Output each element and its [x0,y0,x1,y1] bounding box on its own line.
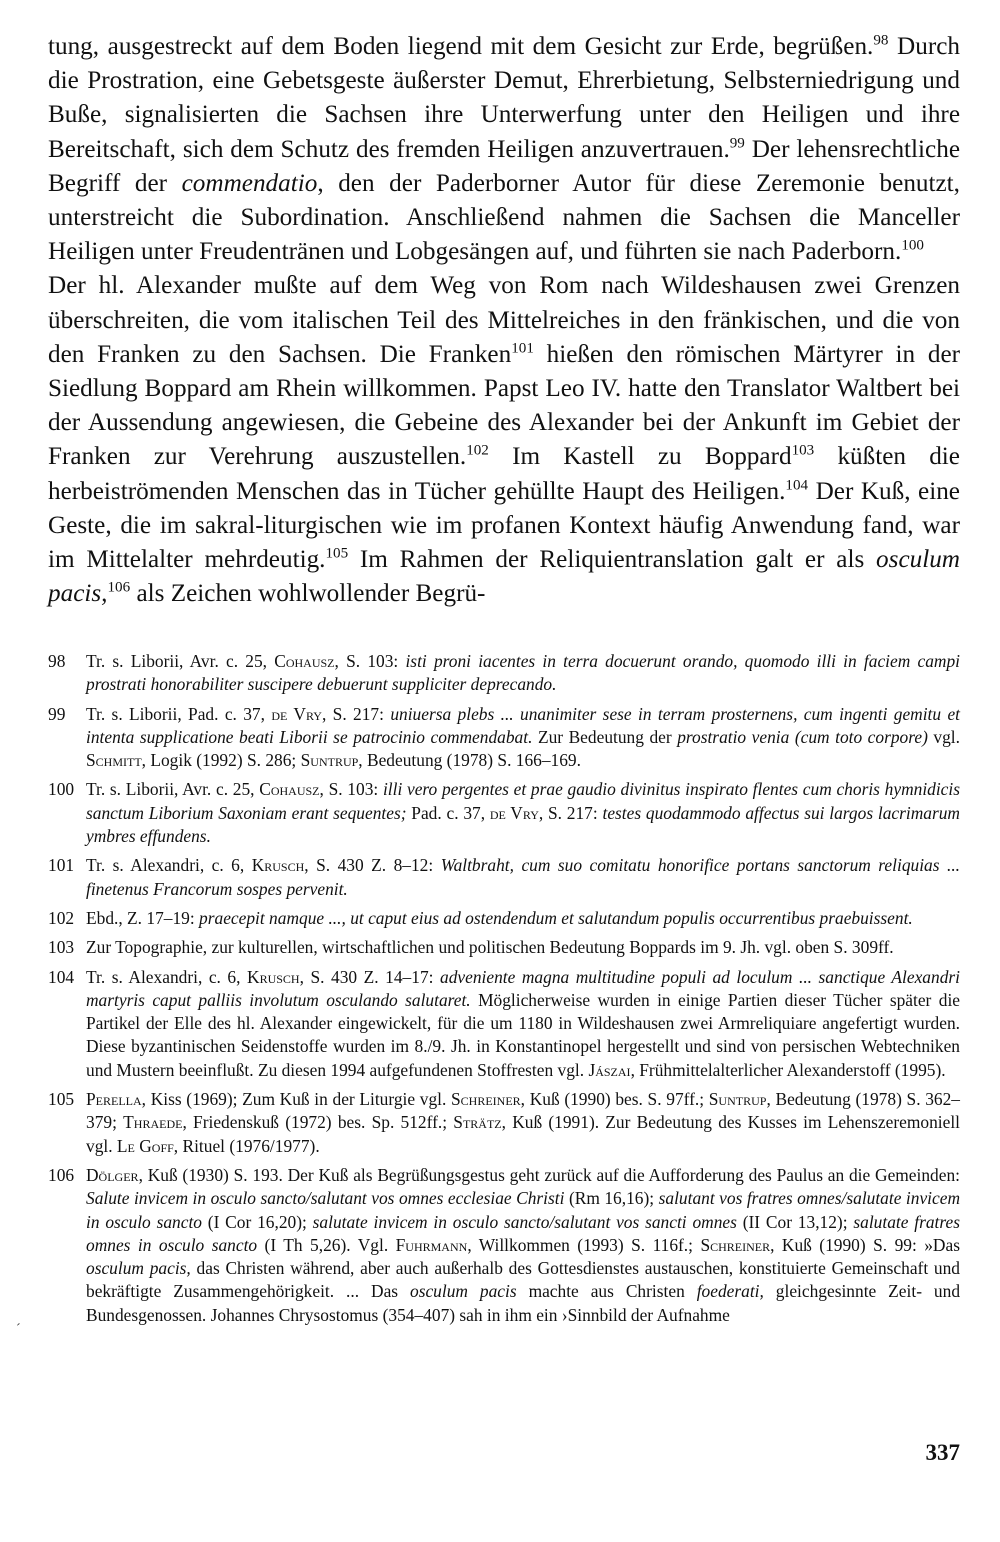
text-run: Der hl. Alexander mußte auf dem Weg von Rom nach Wildeshausen zwei Grenzen überschreiten, die vom italischen Teil des Mittelreiches in den fränkischen, und die von den Franken zu den Sachsen. Die Franken [48,272,960,368]
footnote-text: Tr. s. Alexandri, c. 6, Krusch, S. 430 Z. 14–17: adveniente magna multitudine populi ad loculum ... sanctique Alexandri martyris caput palliis involutum osculando salutaret. Möglicherweise wurden in einige Partien dieser Tücher später die Partikel der Elle des hl. Alexander eingewickelt, für die um 1180 in Wildeshausen zwei Armreliquiare angefertigt wurden. Diese byzantinischen Seidenstoffe wurden im 8./9. Jh. in Konstantinopel hergestellt und sind von persischen Webtechniken und Mustern beeinflußt. Zu diesen 1994 aufgefundenen Stoffresten vgl. Jászai, Frühmittelalterlicher Alexanderstoff (1995). [86,966,960,1080]
page-number: 337 [925,1440,960,1465]
footnote-text: Perella, Kiss (1969); Zum Kuß in der Liturgie vgl. Schreiner, Kuß (1990) bes. S. 97ff.; Suntrup, Bedeutung (1978) S. 362–379; Thraede, Friedenskuß (1972) bes. Sp. 512ff.; Strätz, Kuß (1991). Zur Bedeutung des Kusses im Lehenszeremoniell vgl. Le Goff, Rituel (1976/1977). [86,1089,961,1156]
footnote-ref: 98 [873,32,889,49]
footnote-number: 99 [48,703,66,724]
text-run: hießen den römischen Märtyrer in der Siedlung Boppard am Rhein willkommen. Papst Leo IV. hatte den Translator Waltbert bei der Aussendung angewiesen, die Gebeine des Alexander bei der Ankunft im Gebiet der Franken zur Verehrung auszustellen. [48,340,961,471]
footnote-ref: 106 [107,579,131,596]
footnote-99 [48,703,960,773]
footnote-text: Zur Topographie, zur kulturellen, wirtschaftlichen und politischen Bedeutung Boppards im 9. Jh. vgl. oben S. 309ff. [86,937,894,958]
footnote-text: Tr. s. Alexandri, c. 6, Krusch, S. 430 Z. 8–12: Waltbraht, cum suo comitatu honorifice portans sanctorum reliquias ... finetenus Francorum sospes pervenit. [86,855,961,899]
footnotes [48,650,960,1333]
footnote-ref: 102 [466,443,489,460]
footnote-101 [48,854,960,901]
footnote-text: Tr. s. Liborii, Pad. c. 37, de Vry, S. 217: uniuersa plebs ... unanimiter sese in terram prosternens, cum ingenti gemitu et intenta supplicatione beati Liborii se patrocinio commendabat. Zur Bedeutung der prostratio venia (cum toto corpore) vgl. Schmitt, Logik (1992) S. 286; Suntrup, Bedeutung (1978) S. 166–169. [86,703,960,771]
footnote-ref: 99 [729,135,745,152]
text-run: Im Kastell zu Boppard [488,443,792,471]
italic-term: osculum pacis, [48,546,960,608]
footnote-102 [48,907,960,930]
footnote-ref: 105 [325,545,349,562]
footnote-100 [48,778,960,848]
footnote-ref: 104 [785,477,809,494]
text-run: küßten die herbeiströmenden Menschen das in Tücher gehüllte Haupt des Heiligen. [48,443,960,505]
footnote-number: 102 [48,907,75,928]
italic-term: commendatio [181,169,318,197]
footnote-103 [48,936,960,959]
footnote-text: Ebd., Z. 17–19: praecepit namque ..., ut caput eius ad ostendendum et salutandum populis occurrentibus praebuissent. [86,907,913,928]
paragraph-1 [48,30,960,269]
footnote-number: 104 [48,966,75,987]
text-run: als Zeichen wohlwollender Begrü- [130,580,486,608]
text-run: , den der Paderborner Autor für diese Zeremonie benutzt, unterstreicht die Subordination. Anschließend nahmen die Sachsen die Manceller Heiligen unter Freudentränen und Lobgesängen auf, und führten sie nach Paderborn. [48,169,960,266]
footnote-number: 100 [48,779,75,800]
footnote-number: 101 [48,855,75,876]
text-run: Der Kuß, eine Geste, die im sakral-liturgischen wie im profanen Kontext häufig Anwendung fand, war im Mittelalter mehrdeutig. [48,477,960,574]
footnote-ref: 103 [791,443,815,460]
footnote-105 [48,1088,960,1158]
footnote-number: 103 [48,937,75,958]
footnote-ref: 100 [901,237,924,254]
text-run: tung, ausgestreckt auf dem Boden liegend mit dem Gesicht zur Erde, begrüßen. [48,33,874,60]
paragraph-2 [48,269,960,611]
footnote-number: 106 [48,1164,75,1185]
text-run: Durch die Prostration, eine Gebetsgeste äußerster Demut, Ehrerbietung, Selbsterniedrigung und Buße, signalisierten die Sachsen ihre Unterwerfung unter den Heiligen und ihre Bereitschaft, sich dem Schutz des fremden Heiligen anzuvertrauen. [48,33,960,163]
footnote-98 [48,650,960,697]
text-run: Der lehensrechtliche Begriff der [48,135,960,197]
footnote-104 [48,966,960,1082]
margin-mark: ´ [16,1322,21,1337]
footnote-text: Tr. s. Liborii, Avr. c. 25, Cohausz, S. 103: illi vero pergentes et prae gaudio divinitus inspirato flentes cum choris hymnidicis sanctum Liborium Saxoniam erant sequentes; Pad. c. 37, de Vry, S. 217: testes quodammodo affectus sui largos lacrimarum ymbres effundens. [86,779,960,847]
footnote-106 [48,1164,960,1327]
main-text [48,30,960,611]
text-run: Im Rahmen der Reliquientranslation galt er als [348,546,877,574]
footnote-number: 98 [48,651,66,671]
footnote-text: Dölger, Kuß (1930) S. 193. Der Kuß als Begrüßungsgestus geht zurück auf die Aufforderung des Paulus an die Gemeinden: Salute invicem in osculo sancto/salutant vos omnes ecclesiae Christi (Rm 16,16); salutant vos fratres omnes/salutate invicem in osculo sancto (I Cor 16,20); salutate invicem in osculo sancto/salutant vos sancti omnes (II Cor 13,12); salutate fratres omnes in osculo sancto (I Th 5,26). Vgl. Fuhrmann, Willkommen (1993) S. 116f.; Schreiner, Kuß (1990) S. 99: »Das osculum pacis, das Christen während, aber auch außerhalb des Gottesdienstes austauschen, konstituierte Gemeinschaft und bekräftigte Zusammengehörigkeit. ... Das osculum pacis machte aus Christen foederati, gleichgesinnte Zeit- und Bundesgenossen. Johannes Chrysostomus (354–407) sah in ihm ein ›Sinnbild der Aufnahme [86,1164,961,1325]
footnote-number: 105 [48,1089,75,1110]
footnote-text: Tr. s. Liborii, Avr. c. 25, Cohausz, S. 103: isti proni iacentes in terra docuerunt orando, quomodo illi in faciem campi prostrati honorabiliter suscipere debuerunt suppliciter deprecando. [86,651,960,695]
footnote-ref: 101 [511,340,534,357]
